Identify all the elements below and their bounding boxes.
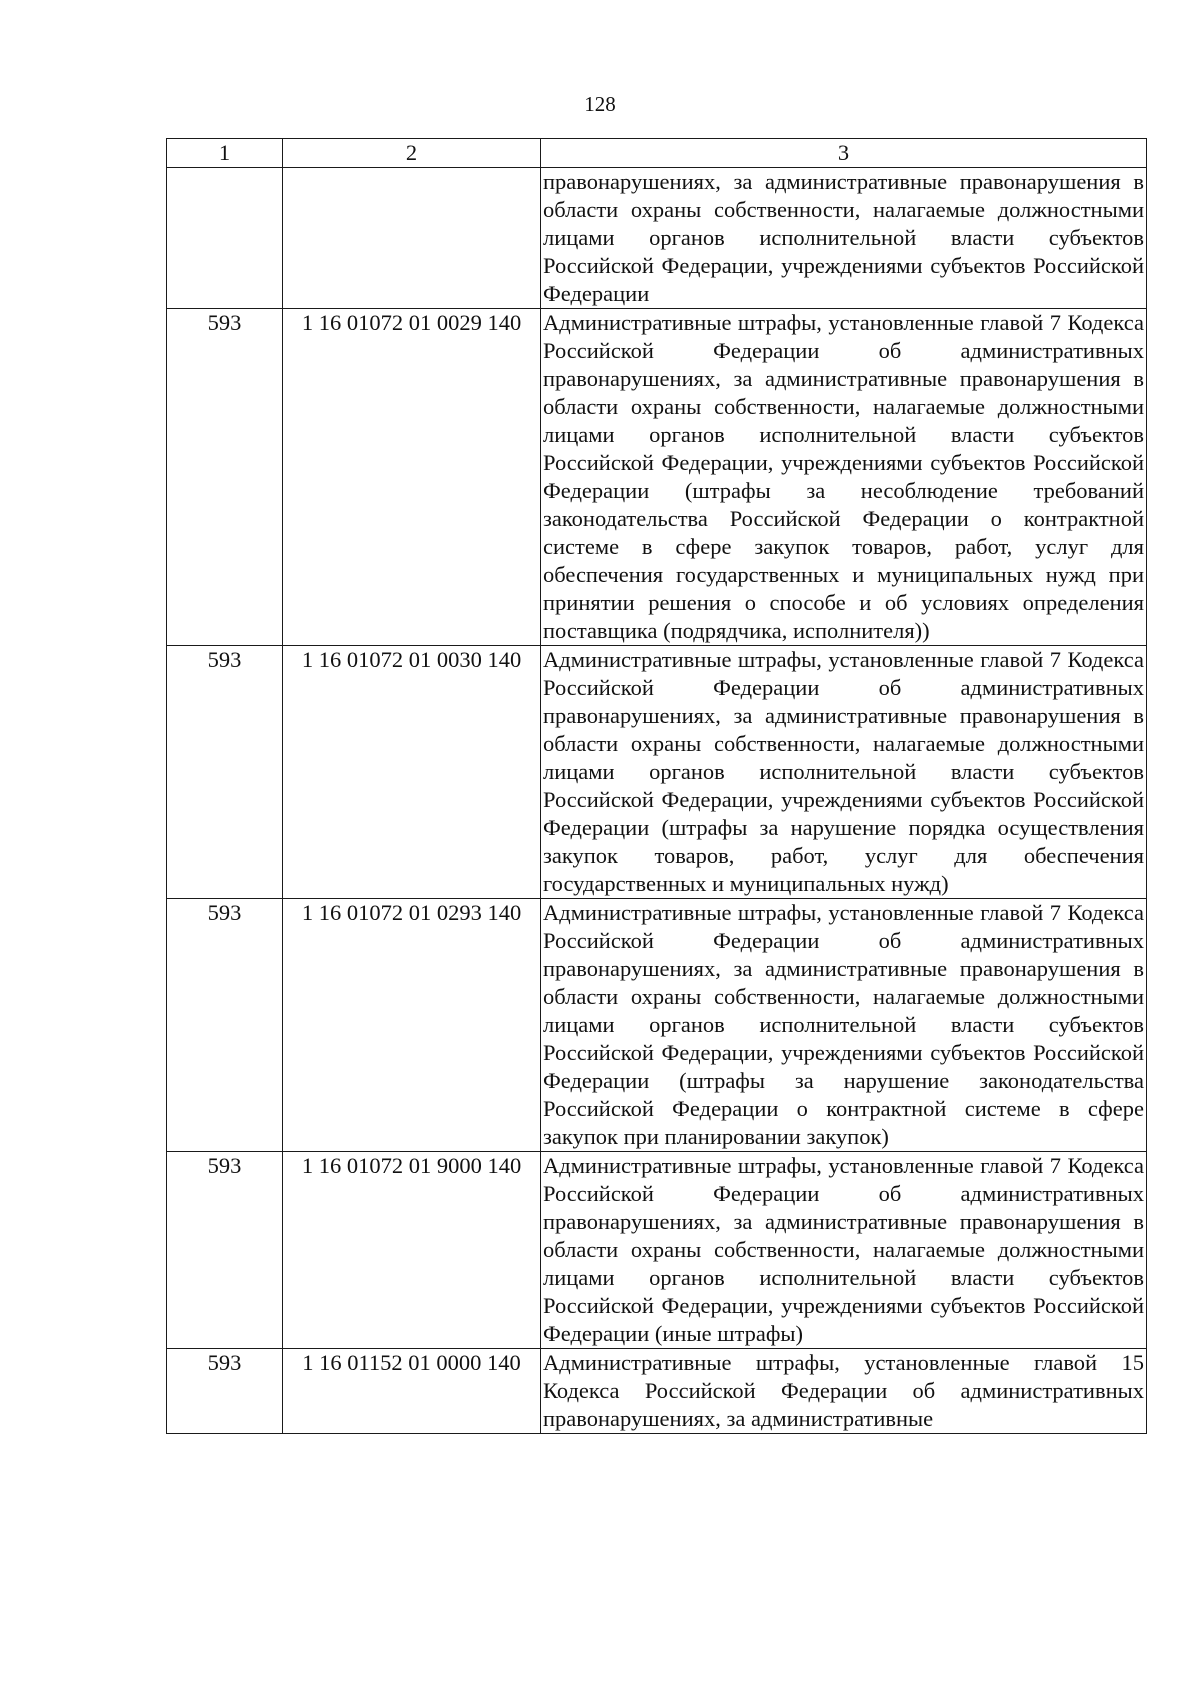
row-number-cell: 593 bbox=[167, 309, 283, 646]
table-row bbox=[167, 168, 1147, 309]
row-description-cell: Административные штрафы, установленные главой 15 Кодекса Российской Федерации об административных правонарушениях, за административные bbox=[541, 1349, 1147, 1434]
row-number-cell: 593 bbox=[167, 899, 283, 1152]
row-code-cell: 1 16 01072 01 9000 140 bbox=[283, 1152, 541, 1349]
row-number-cell: 593 bbox=[167, 1152, 283, 1349]
row-description-cell: Административные штрафы, установленные главой 7 Кодекса Российской Федерации об административных правонарушениях, за административные правонарушения в области охраны собственности, налагаемые должностными лицами органов исполнительной власти субъектов Российской Федерации, учреждениями субъектов Российской Федерации (штрафы за нарушение законодательства Российской Федерации о контрактной системе в сфере закупок при планировании закупок) bbox=[541, 899, 1147, 1152]
table-row bbox=[167, 1349, 1147, 1434]
row-number-cell: 593 bbox=[167, 646, 283, 899]
row-description-cell: Административные штрафы, установленные главой 7 Кодекса Российской Федерации об административных правонарушениях, за административные правонарушения в области охраны собственности, налагаемые должностными лицами органов исполнительной власти субъектов Российской Федерации, учреждениями субъектов Российской Федерации (штрафы за несоблюдение требований законодательства Российской Федерации о контрактной системе в сфере закупок товаров, работ, услуг для обеспечения государственных и муниципальных нужд при принятии решения о способе и об условиях определения поставщика (подрядчика, исполнителя)) bbox=[541, 309, 1147, 646]
budget-code-table bbox=[166, 138, 1147, 1434]
table-row bbox=[167, 899, 1147, 1152]
table-row bbox=[167, 1152, 1147, 1349]
column-header-1: 1 bbox=[167, 139, 283, 168]
row-description-cell: Административные штрафы, установленные главой 7 Кодекса Российской Федерации об административных правонарушениях, за административные правонарушения в области охраны собственности, налагаемые должностными лицами органов исполнительной власти субъектов Российской Федерации, учреждениями субъектов Российской Федерации (иные штрафы) bbox=[541, 1152, 1147, 1349]
row-code-cell bbox=[283, 168, 541, 309]
row-description-cell: Административные штрафы, установленные главой 7 Кодекса Российской Федерации об административных правонарушениях, за административные правонарушения в области охраны собственности, налагаемые должностными лицами органов исполнительной власти субъектов Российской Федерации, учреждениями субъектов Российской Федерации (штрафы за нарушение порядка осуществления закупок товаров, работ, услуг для обеспечения государственных и муниципальных нужд) bbox=[541, 646, 1147, 899]
page-number: 128 bbox=[584, 92, 616, 116]
row-code-cell: 1 16 01072 01 0029 140 bbox=[283, 309, 541, 646]
row-code-cell: 1 16 01072 01 0293 140 bbox=[283, 899, 541, 1152]
row-description-cell: правонарушениях, за административные правонарушения в области охраны собственности, налагаемые должностными лицами органов исполнительной власти субъектов Российской Федерации, учреждениями субъектов Российской Федерации bbox=[541, 168, 1147, 309]
column-header-3: 3 bbox=[541, 139, 1147, 168]
row-code-cell: 1 16 01072 01 0030 140 bbox=[283, 646, 541, 899]
row-code-cell: 1 16 01152 01 0000 140 bbox=[283, 1349, 541, 1434]
table-row bbox=[167, 309, 1147, 646]
table-header-row bbox=[167, 139, 1147, 168]
row-number-cell bbox=[167, 168, 283, 309]
column-header-2: 2 bbox=[283, 139, 541, 168]
row-number-cell: 593 bbox=[167, 1349, 283, 1434]
table-row bbox=[167, 646, 1147, 899]
